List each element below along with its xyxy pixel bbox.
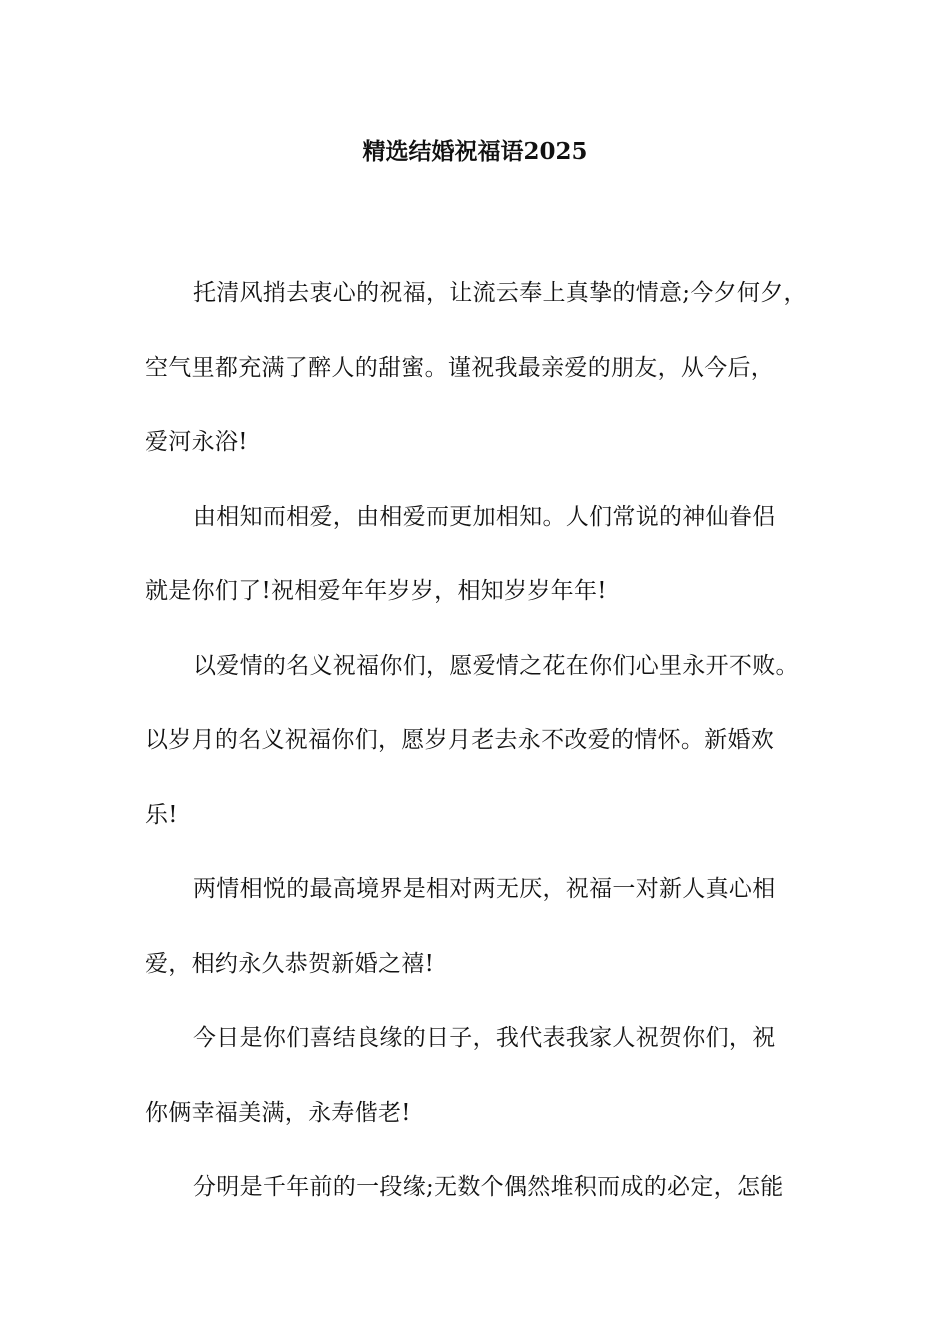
paragraph-line: 托清风捎去衷心的祝福，让流云奉上真挚的情意;今夕何夕，	[193, 280, 807, 306]
paragraph	[145, 480, 825, 629]
paragraph	[145, 852, 825, 1001]
paragraph-line: 以岁月的名义祝福你们，愿岁月老去永不改爱的情怀。新婚欢	[145, 727, 775, 753]
paragraph	[145, 629, 825, 853]
paragraph-line: 爱河永浴!	[145, 429, 248, 455]
paragraph	[145, 256, 825, 480]
paragraph-line: 由相知而相爱，由相爱而更加相知。人们常说的神仙眷侣	[193, 503, 776, 530]
paragraph-line: 爱，相约永久恭贺新婚之禧!	[145, 950, 435, 977]
paragraph-line: 今日是你们喜结良缘的日子，我代表我家人祝贺你们，祝	[193, 1025, 776, 1051]
paragraph-line: 你俩幸福美满，永寿偕老!	[145, 1099, 411, 1126]
paragraph-line: 以爱情的名义祝福你们，愿爱情之花在你们心里永开不败。	[193, 652, 799, 679]
paragraph-line: 两情相悦的最高境界是相对两无厌，祝福一对新人真心相	[193, 876, 776, 902]
paragraph-line: 乐!	[145, 801, 178, 828]
document-title: 精选结婚祝福语2025	[362, 138, 588, 165]
paragraph-line: 分明是千年前的一段缘;无数个偶然堆积而成的必定，怎能	[193, 1174, 784, 1200]
document-body	[145, 256, 825, 1225]
paragraph	[145, 1150, 825, 1225]
paragraph	[145, 1001, 825, 1150]
paragraph-line: 空气里都充满了醉人的甜蜜。谨祝我最亲爱的朋友，从今后，	[145, 354, 775, 381]
paragraph-line: 就是你们了!祝相爱年年岁岁，相知岁岁年年!	[145, 578, 607, 604]
